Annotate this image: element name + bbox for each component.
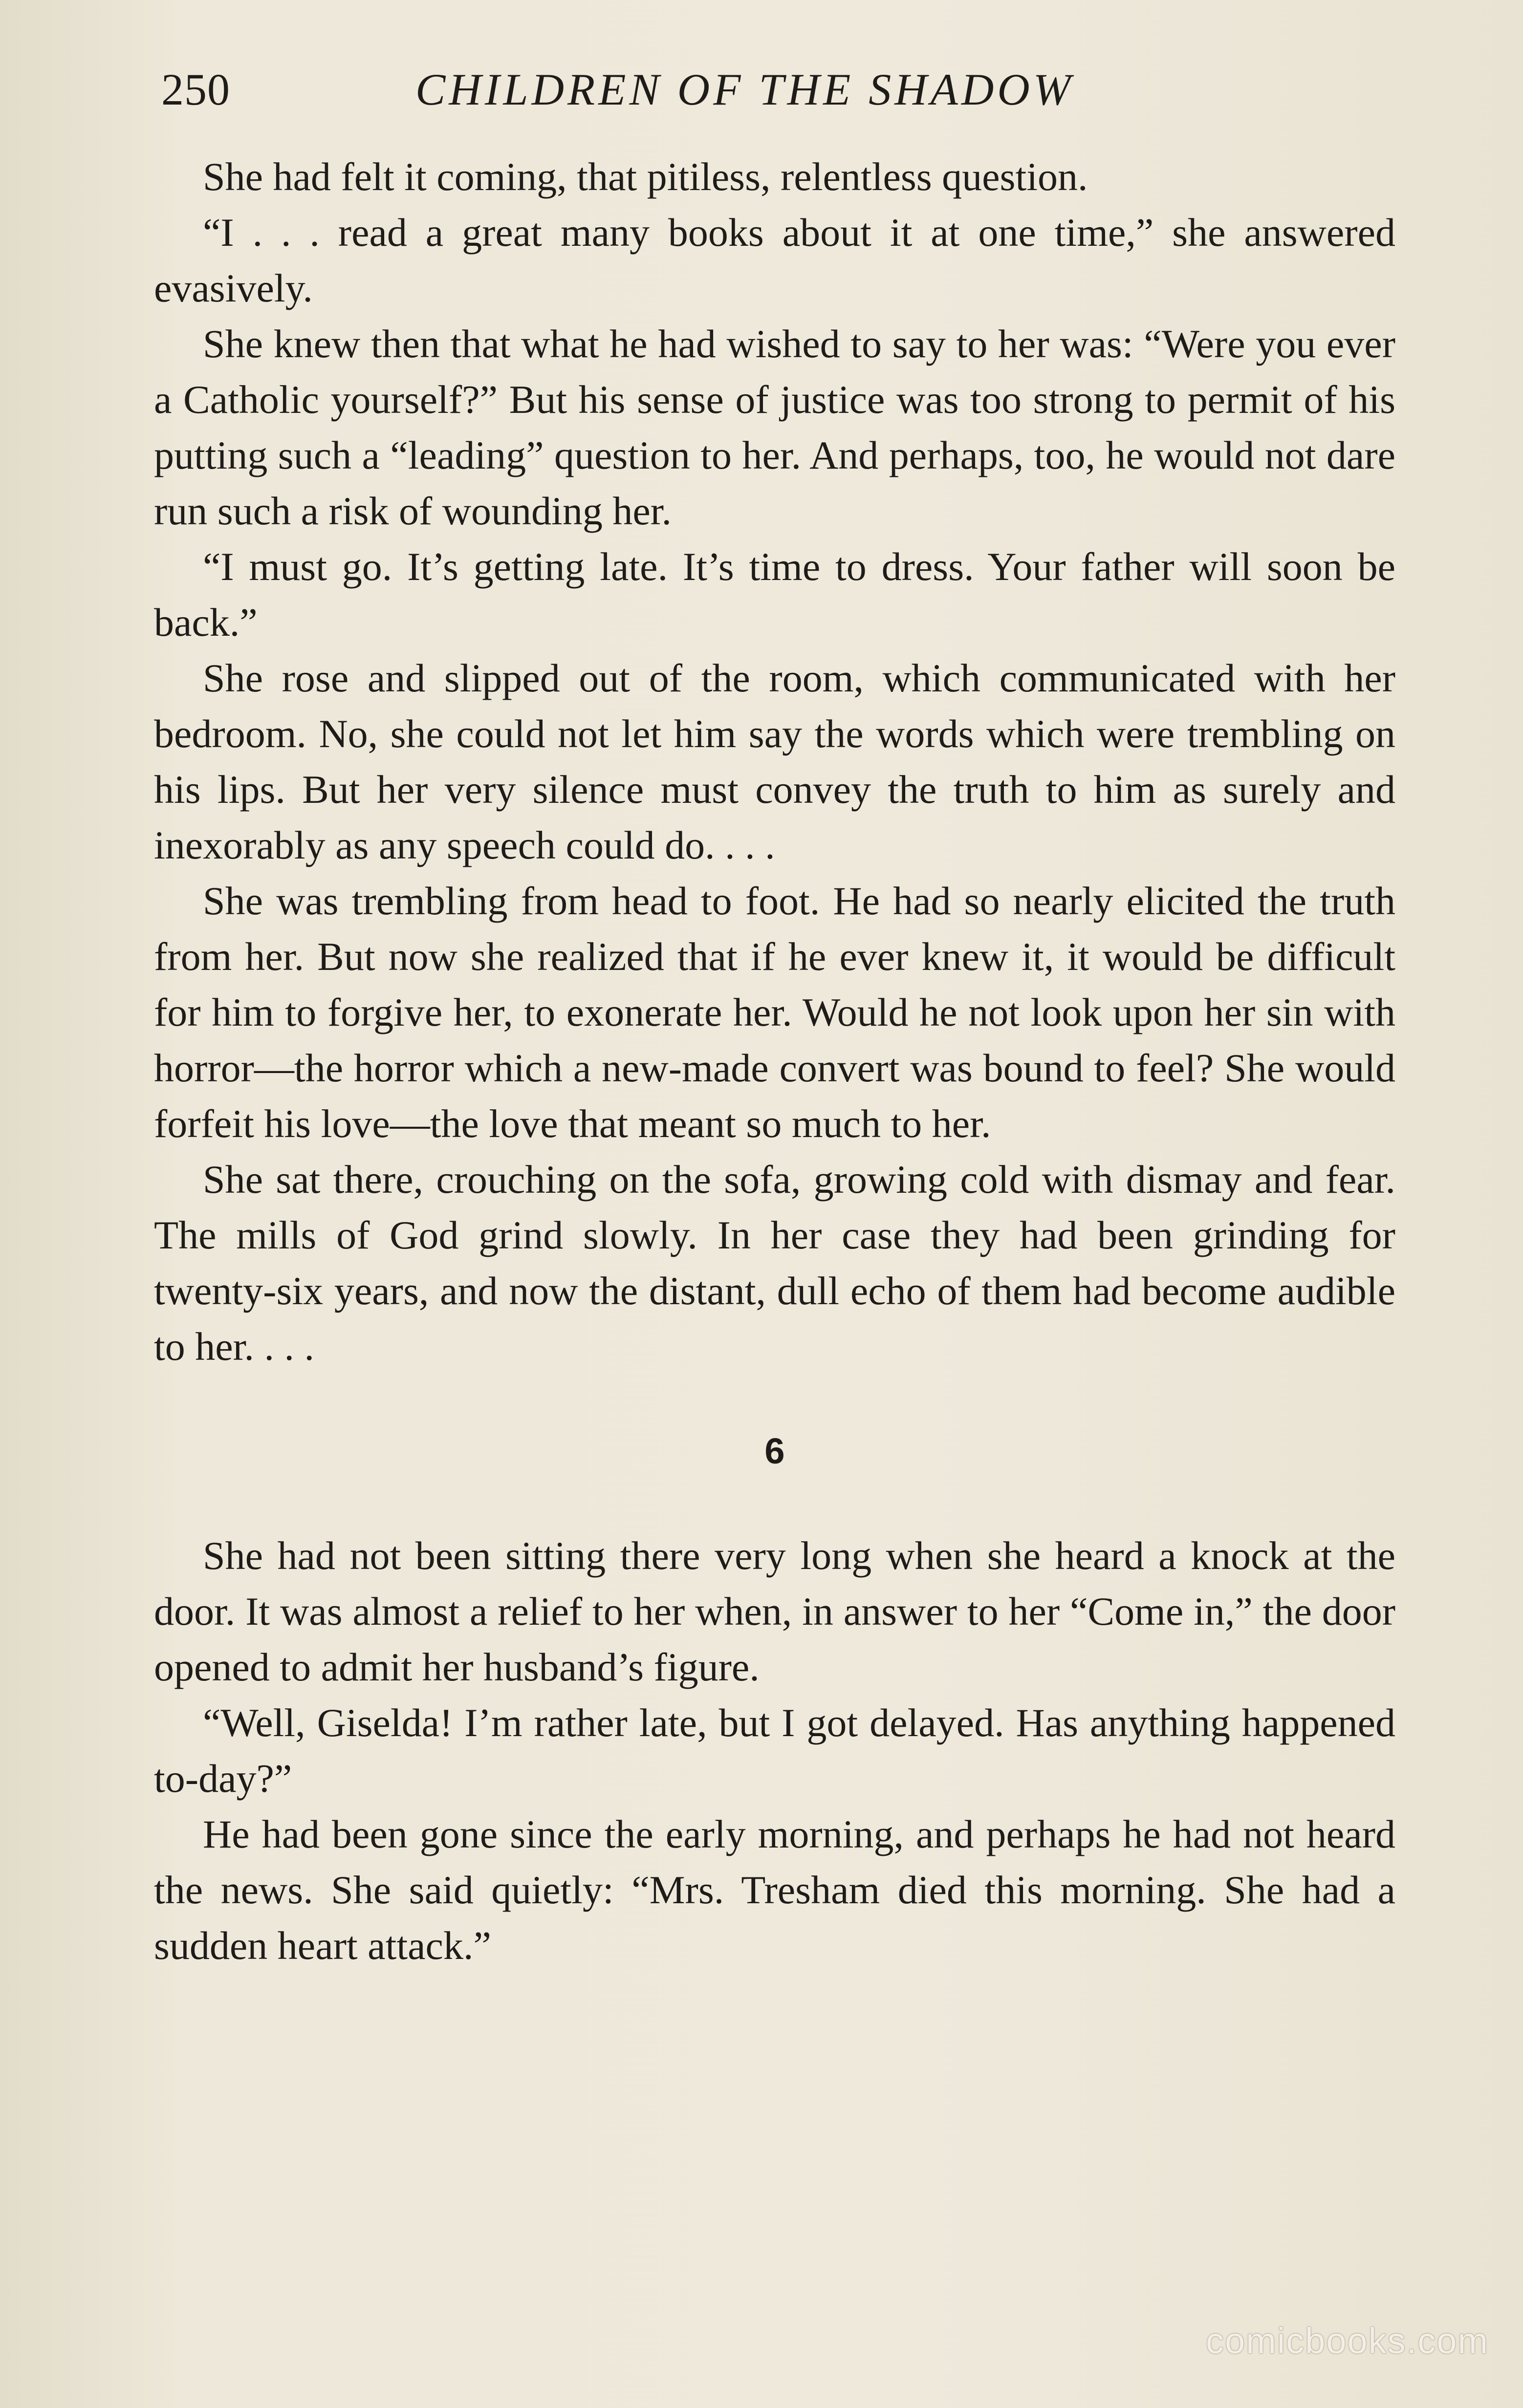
paragraph: She sat there, crouching on the sofa, growing cold with dismay and fear. The mills of God grind slowly. In her case they had been grinding for twenty-six years, and now the distant, dull echo of them had become audible to her. . . . xyxy=(154,1157,1395,1369)
paragraph: “I . . . read a great many books about it at one time,” she answered evasively. xyxy=(154,210,1395,310)
paragraph: She knew then that what he had wished to say to her was: “Were you ever a Catholic yourself?” But his sense of justice was too strong to permit of his putting such a “leading” question to her. And perhaps, too, he would not dare run such a risk of wounding her. xyxy=(154,322,1395,533)
running-head xyxy=(161,64,1403,122)
paragraph: She had not been sitting there very long when she heard a knock at the door. It was almost a relief to her when, in answer to her “Come in,” the door opened to admit her husband’s figure. xyxy=(154,1533,1395,1689)
paragraph: She rose and slipped out of the room, which communicated with her bedroom. No, she could not let him say the words which were trembling on his lips. But her very silence must convey the truth to him as surely and inexorably as any speech could do. . . . xyxy=(154,656,1395,867)
paragraph: “I must go. It’s getting late. It’s time to dress. Your father will soon be back.” xyxy=(154,544,1395,645)
paragraph: She had felt it coming, that pitiless, relentless question. xyxy=(203,154,1088,199)
section-number: 6 xyxy=(764,1431,785,1471)
paragraph: “Well, Giselda! I’m rather late, but I got delayed. Has anything happened to-day?” xyxy=(154,1700,1395,1801)
page-number: 250 xyxy=(161,64,230,114)
body-text xyxy=(154,149,1395,1974)
paragraph: He had been gone since the early morning, and perhaps he had not heard the news. She said quietly: “Mrs. Tresham died this morning. She had a sudden heart attack.” xyxy=(154,1812,1395,1968)
book-title: CHILDREN OF THE SHADOW xyxy=(415,64,1074,114)
watermark: comicbooks.com xyxy=(1205,2321,1489,2361)
paragraph: She was trembling from head to foot. He had so nearly elicited the truth from her. But now she realized that if he ever knew it, it would be difficult for him to forgive her, to exonerate her. Would he not look upon her sin with horror—the horror which a new-made convert was bound to feel? She would forfeit his love—the love that meant so much to her. xyxy=(154,879,1395,1146)
